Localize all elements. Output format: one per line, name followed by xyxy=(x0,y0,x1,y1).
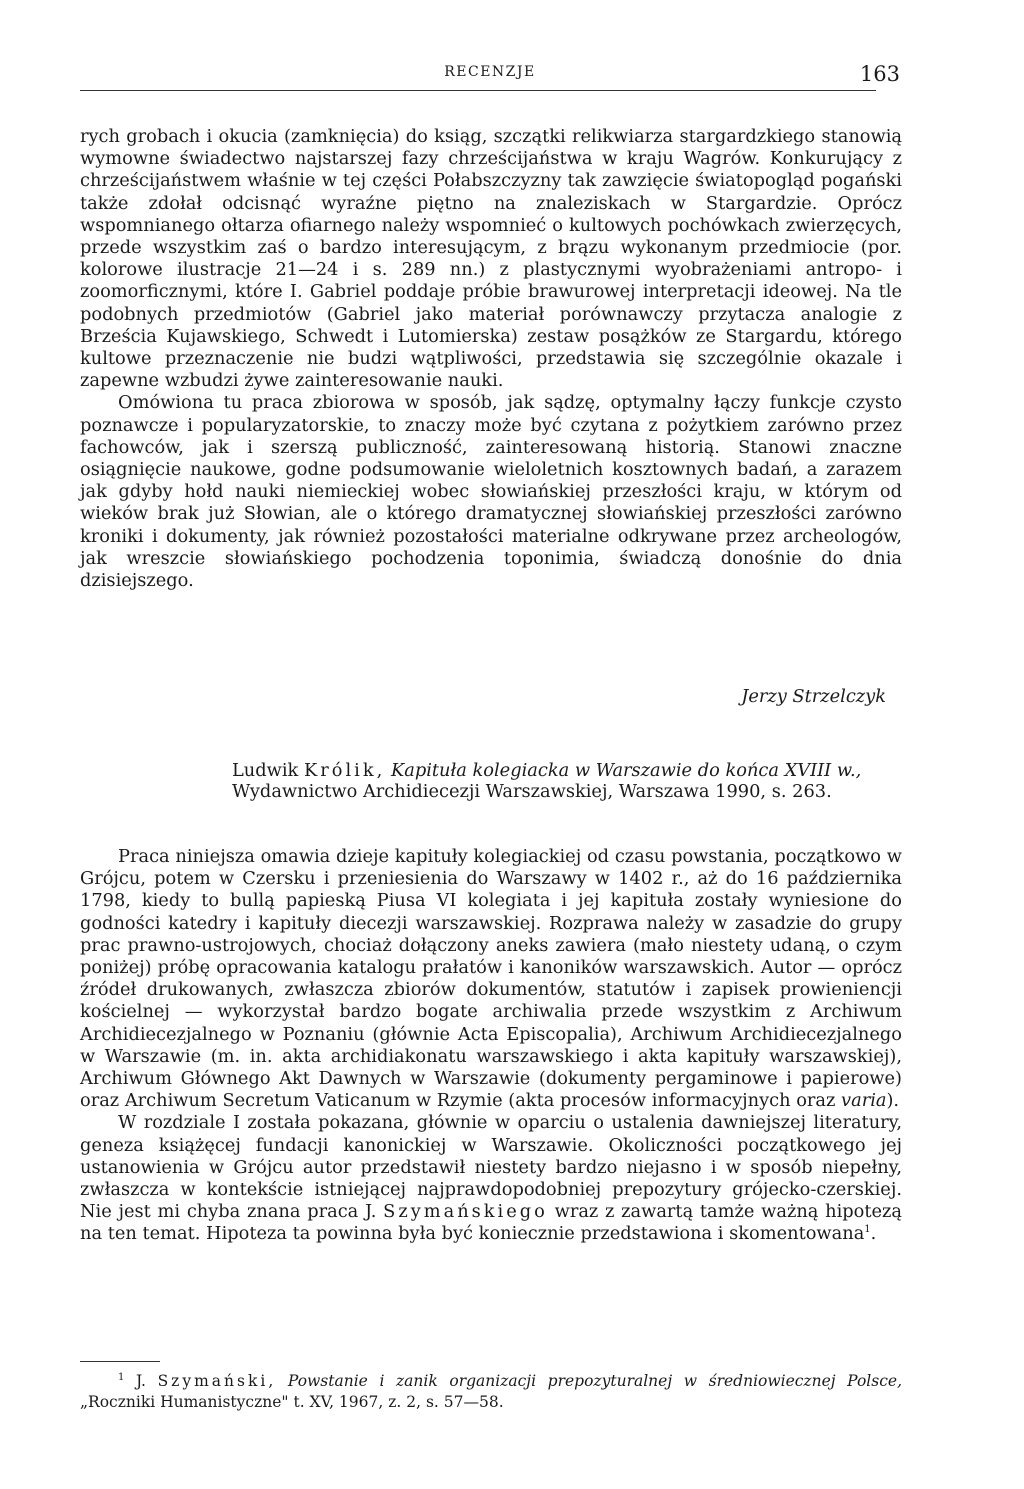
paragraph-text: Praca niniejsza omawia dzieje kapituły kolegiackiej od czasu powstania, początkowo w Grójcu, potem w Czersku i przeniesienia do Warszawy w 1402 r., aż do 16 października 1798, kiedy to bullą papieską Piusa VI kolegiata i jej kapituła zostały wyniesione do godności katedry i kapituły diecezji warszawskiej. Rozprawa należy w zasadzie do grupy prac prawno-ustrojowych, chociaż dołączony aneks zawiera (mało niestety udaną, o czym poniżej) próbę opracowania katalogu prałatów i kanoników warszawskich. Autor — oprócz źródeł drukowanych, zwłaszcza zbiorów dokumentów, statutów i zapisek prowieniencji kościelnej — wykorzystał bardzo bogate archiwalia przede wszystkim z Archiwum Archidiecezjalnego w Poznaniu (głównie Acta Episcopalia), Archiwum Archidiecezjalnego w Warszawie (m. in. akta archidiakonatu warszawskiego i akta kapituły warszawskiej), Archiwum Głównego Akt Dawnych w Warszawie (dokumenty pergaminowe i papierowe) oraz Archiwum Secretum Vaticanum w Rzymie (akta procesów informacyjnych oraz xyxy=(80,846,902,1112)
book-title: Kapituła kolegiacka w Warszawie do końca XVIII w., xyxy=(390,760,862,781)
publisher-info: Wydawnictwo Archidiecezji Warszawskiej, Warszawa 1990, s. 263. xyxy=(232,781,832,802)
paragraph-text: W rozdziale I została pokazana, głównie w oparciu o ustalenia dawniejszej literatury, geneza książęcej fundacji kanonickiej w Warszawie. Okoliczności początkowego jej ustanowienia w Grójcu autor przedstawił niestety bardzo niejasno i w sposób niepełny, zwłaszcza w kontekście istniejącej najprawdopodobniej prepozytury grójecko-czerskiej. Nie jest mi chyba znana praca J. xyxy=(80,1112,902,1223)
paragraph-text: . xyxy=(870,1223,877,1245)
running-header xyxy=(80,62,900,102)
footnote-rule xyxy=(80,1361,160,1362)
footnote-title: Powstanie i zanik organizacji prepozyturalnej w średniowiecznej Polsce, xyxy=(287,1372,903,1390)
running-title: RECENZJE xyxy=(444,64,536,80)
paragraph xyxy=(80,846,902,1112)
footnote xyxy=(80,1371,902,1413)
footnote-number: 1 xyxy=(118,1371,125,1383)
paragraph xyxy=(80,1112,902,1245)
page-number: 163 xyxy=(859,62,900,86)
spaced-name: Szymańskiego xyxy=(383,1201,548,1223)
footnote-author-initial: J. xyxy=(136,1372,146,1390)
review-2-body xyxy=(80,846,902,1246)
footnote-author: Szymański, xyxy=(157,1372,277,1390)
reviewer-signature: Jerzy Strzelczyk xyxy=(741,686,886,707)
paragraph: Omówiona tu praca zbiorowa w sposób, jak sądzę, optymalny łączy funkcje czysto poznawcze i popularyzatorskie, to znaczy może być czytana z pożytkiem zarówno przez fachowców, jak i szerszą publiczność, zainteresowaną historią. Stanowi znaczne osiągnięcie naukowe, godne podsumowanie wieloletnich kosztownych badań, a zarazem jak gdyby hołd nauki niemieckiej wobec słowiańskiej przeszłości kraju, w którym od wieków brak już Słowian, ale o którego dramatycznej słowiańskiej przeszłości zarówno kroniki i dokumenty, jak również pozostałości materialne odkrywane przez archeologów, jak wreszcie słowiańskiego pochodzenia toponimia, świadczą donośnie do dnia dzisiejszego. xyxy=(80,392,902,592)
header-rule xyxy=(80,90,876,91)
bibliographic-entry xyxy=(232,760,902,802)
paragraph-text: wraz z zawartą tamże ważną hipotezą na ten temat. Hipoteza ta powinna była być koniecznie przedstawiona i skomentowana xyxy=(80,1201,902,1245)
footnote-marker: 1 xyxy=(864,1224,871,1236)
author-last-name: Królik, xyxy=(303,760,386,781)
author-first-name: Ludwik xyxy=(232,760,299,781)
paragraph: rych grobach i okucia (zamknięcia) do ksiąg, szczątki relikwiarza stargardzkiego stanowią wymowne świadectwo najstarszej fazy chrześcijaństwa w kraju Wagrów. Konkurujący z chrześcijaństwem właśnie w tej części Połabszczyzny tak zawzięcie światopogląd pogański także zdołał odcisnąć wyraźne piętno na znaleziskach w Stargardzie. Oprócz wspomnianego ołtarza ofiarnego należy wspomnieć o kultowych pochówkach zwierzęcych, przede wszystkim zaś o bardzo interesującym, z brązu wykonanym przedmiocie (por. kolorowe ilustracje 21—24 i s. 289 nn.) z plastycznymi wyobrażeniami antropo- i zoomorficznymi, które I. Gabriel poddaje próbie brawurowej interpretacji ideowej. Na tle podobnych przedmiotów (Gabriel jako materiał porównawczy przytacza analogie z Brześcia Kujawskiego, Schwedt i Lutomierska) zestaw posążków ze Stargardu, którego kultowe przeznaczenie nie budzi wątpliwości, przedstawia się szczególnie okazale i zapewne wzbudzi żywe zainteresowanie nauki. xyxy=(80,126,902,392)
paragraph-text: ). xyxy=(886,1090,900,1112)
footnote-rest: „Roczniki Humanistyczne" t. XV, 1967, z. 2, s. 57—58. xyxy=(80,1393,504,1411)
review-1-body xyxy=(80,126,902,592)
italic-term: varia xyxy=(841,1090,887,1112)
